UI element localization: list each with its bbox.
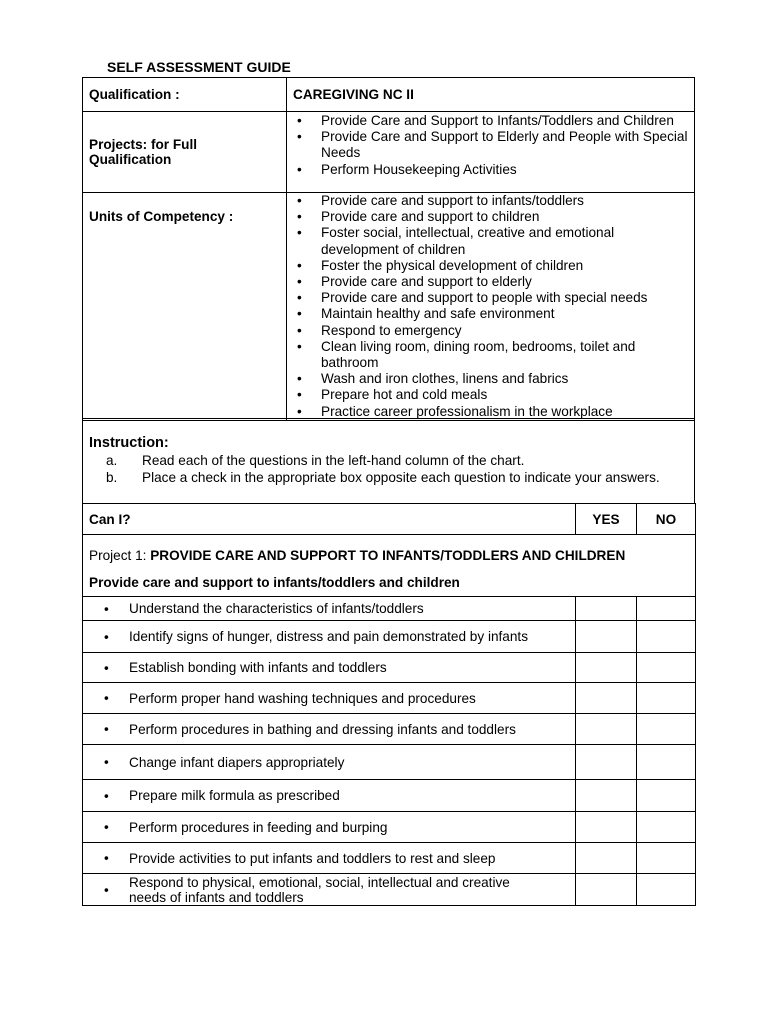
project-header-cell: [83, 535, 696, 597]
question-cell: [83, 780, 576, 812]
instruction-table: [82, 418, 695, 504]
bullet-icon: •: [104, 754, 109, 770]
projects-label: Projects: for Full Qualification: [83, 112, 287, 193]
qualification-table: [82, 77, 695, 421]
table-row: [83, 874, 696, 906]
can-i-header: Can I?: [83, 504, 576, 535]
yes-checkbox[interactable]: [576, 745, 637, 780]
step-text: Place a check in the appropriate box opposite each question to indicate your answers.: [142, 470, 660, 485]
qualification-label: Qualification :: [83, 78, 287, 112]
no-checkbox[interactable]: [637, 683, 696, 714]
no-checkbox[interactable]: [637, 843, 696, 874]
yes-checkbox[interactable]: [576, 621, 637, 653]
units-label: Units of Competency :: [83, 193, 287, 421]
bullet-icon: •: [104, 690, 109, 706]
unit-item: • Respond to emergency: [287, 323, 694, 339]
bullet-icon: •: [104, 788, 109, 803]
units-list: [287, 193, 694, 420]
table-row: [83, 683, 696, 714]
question-cell: [83, 621, 576, 653]
bullet-icon: •: [104, 850, 109, 866]
unit-item: • Prepare hot and cold meals: [287, 387, 694, 403]
projects-list: [287, 113, 694, 178]
bullet-icon: •: [104, 629, 109, 644]
yes-checkbox[interactable]: [576, 683, 637, 714]
unit-item: • Provide care and support to children: [287, 209, 694, 225]
question-text: Understand the characteristics of infants/toddlers: [129, 601, 424, 616]
bullet-icon: •: [104, 721, 109, 737]
question-text: Perform procedures in bathing and dressing infants and toddlers: [129, 721, 516, 737]
question-cell: [83, 653, 576, 683]
question-text: Establish bonding with infants and toddlers: [129, 660, 387, 675]
question-text: Change infant diapers appropriately: [129, 754, 345, 770]
unit-item: • Provide care and support to infants/toddlers: [287, 193, 694, 209]
question-text: Identify signs of hunger, distress and pain demonstrated by infants: [129, 629, 528, 644]
bullet-icon: •: [104, 882, 109, 897]
document-title: SELF ASSESSMENT GUIDE: [107, 59, 291, 75]
qualification-value: CAREGIVING NC II: [287, 78, 695, 112]
question-cell: [83, 812, 576, 843]
question-cell: [83, 714, 576, 745]
no-checkbox[interactable]: [637, 597, 696, 621]
table-row: [83, 597, 696, 621]
question-cell: [83, 597, 576, 621]
project-prefix: Project 1:: [89, 548, 151, 563]
instruction-step: [83, 452, 694, 469]
unit-item: • Practice career professionalism in the workplace: [287, 404, 694, 420]
table-row: [83, 621, 696, 653]
project-item: • Perform Housekeeping Activities: [287, 162, 694, 178]
projects-cell: [287, 112, 695, 193]
question-cell: [83, 843, 576, 874]
project-title: [89, 548, 695, 563]
table-row: [83, 843, 696, 874]
instruction-cell: [83, 419, 695, 504]
step-text: Read each of the questions in the left-hand column of the chart.: [142, 453, 525, 468]
instruction-title: Instruction:: [89, 435, 169, 451]
no-checkbox[interactable]: [637, 653, 696, 683]
yes-checkbox[interactable]: [576, 597, 637, 621]
table-row: [83, 714, 696, 745]
bullet-icon: •: [104, 601, 109, 616]
unit-item: • Foster social, intellectual, creative and emotional development of children: [287, 225, 694, 257]
no-checkbox[interactable]: [637, 621, 696, 653]
question-cell: [83, 745, 576, 780]
yes-checkbox[interactable]: [576, 780, 637, 812]
table-row: [83, 780, 696, 812]
question-text: Prepare milk formula as prescribed: [129, 788, 340, 803]
table-row: [83, 745, 696, 780]
question-cell: [83, 683, 576, 714]
unit-item: • Wash and iron clothes, linens and fabrics: [287, 371, 694, 387]
unit-item: • Foster the physical development of children: [287, 258, 694, 274]
bullet-icon: •: [104, 660, 109, 675]
instruction-step: [83, 469, 694, 486]
yes-checkbox[interactable]: [576, 714, 637, 745]
question-text: Perform proper hand washing techniques and procedures: [129, 690, 476, 706]
unit-item: • Provide care and support to people with special needs: [287, 290, 694, 306]
question-text: Perform procedures in feeding and burping: [129, 819, 388, 835]
project-name: PROVIDE CARE AND SUPPORT TO INFANTS/TODDLERS AND CHILDREN: [150, 548, 626, 563]
project-item: • Provide Care and Support to Elderly and People with Special Needs: [287, 129, 694, 161]
question-text: Respond to physical, emotional, social, intellectual and creative needs of infants and toddlers: [129, 874, 510, 905]
no-header: NO: [637, 504, 696, 535]
yes-checkbox[interactable]: [576, 812, 637, 843]
yes-checkbox[interactable]: [576, 843, 637, 874]
unit-item: • Provide care and support to elderly: [287, 274, 694, 290]
no-checkbox[interactable]: [637, 714, 696, 745]
step-letter: a.: [106, 453, 118, 468]
units-cell: [287, 193, 695, 421]
table-row: [83, 812, 696, 843]
question-text: Provide activities to put infants and toddlers to rest and sleep: [129, 850, 496, 866]
no-checkbox[interactable]: [637, 812, 696, 843]
checklist-table: [82, 503, 696, 906]
yes-checkbox[interactable]: [576, 653, 637, 683]
bullet-icon: •: [104, 819, 109, 835]
yes-checkbox[interactable]: [576, 874, 637, 906]
step-letter: b.: [106, 470, 118, 485]
unit-title: Provide care and support to infants/toddlers and children: [89, 575, 460, 590]
question-cell: [83, 874, 576, 906]
no-checkbox[interactable]: [637, 780, 696, 812]
table-row: [83, 653, 696, 683]
no-checkbox[interactable]: [637, 745, 696, 780]
yes-header: YES: [576, 504, 637, 535]
project-item: • Provide Care and Support to Infants/Toddlers and Children: [287, 113, 694, 129]
no-checkbox[interactable]: [637, 874, 696, 906]
unit-item: • Clean living room, dining room, bedrooms, toilet and bathroom: [287, 339, 694, 371]
unit-item: • Maintain healthy and safe environment: [287, 306, 694, 322]
